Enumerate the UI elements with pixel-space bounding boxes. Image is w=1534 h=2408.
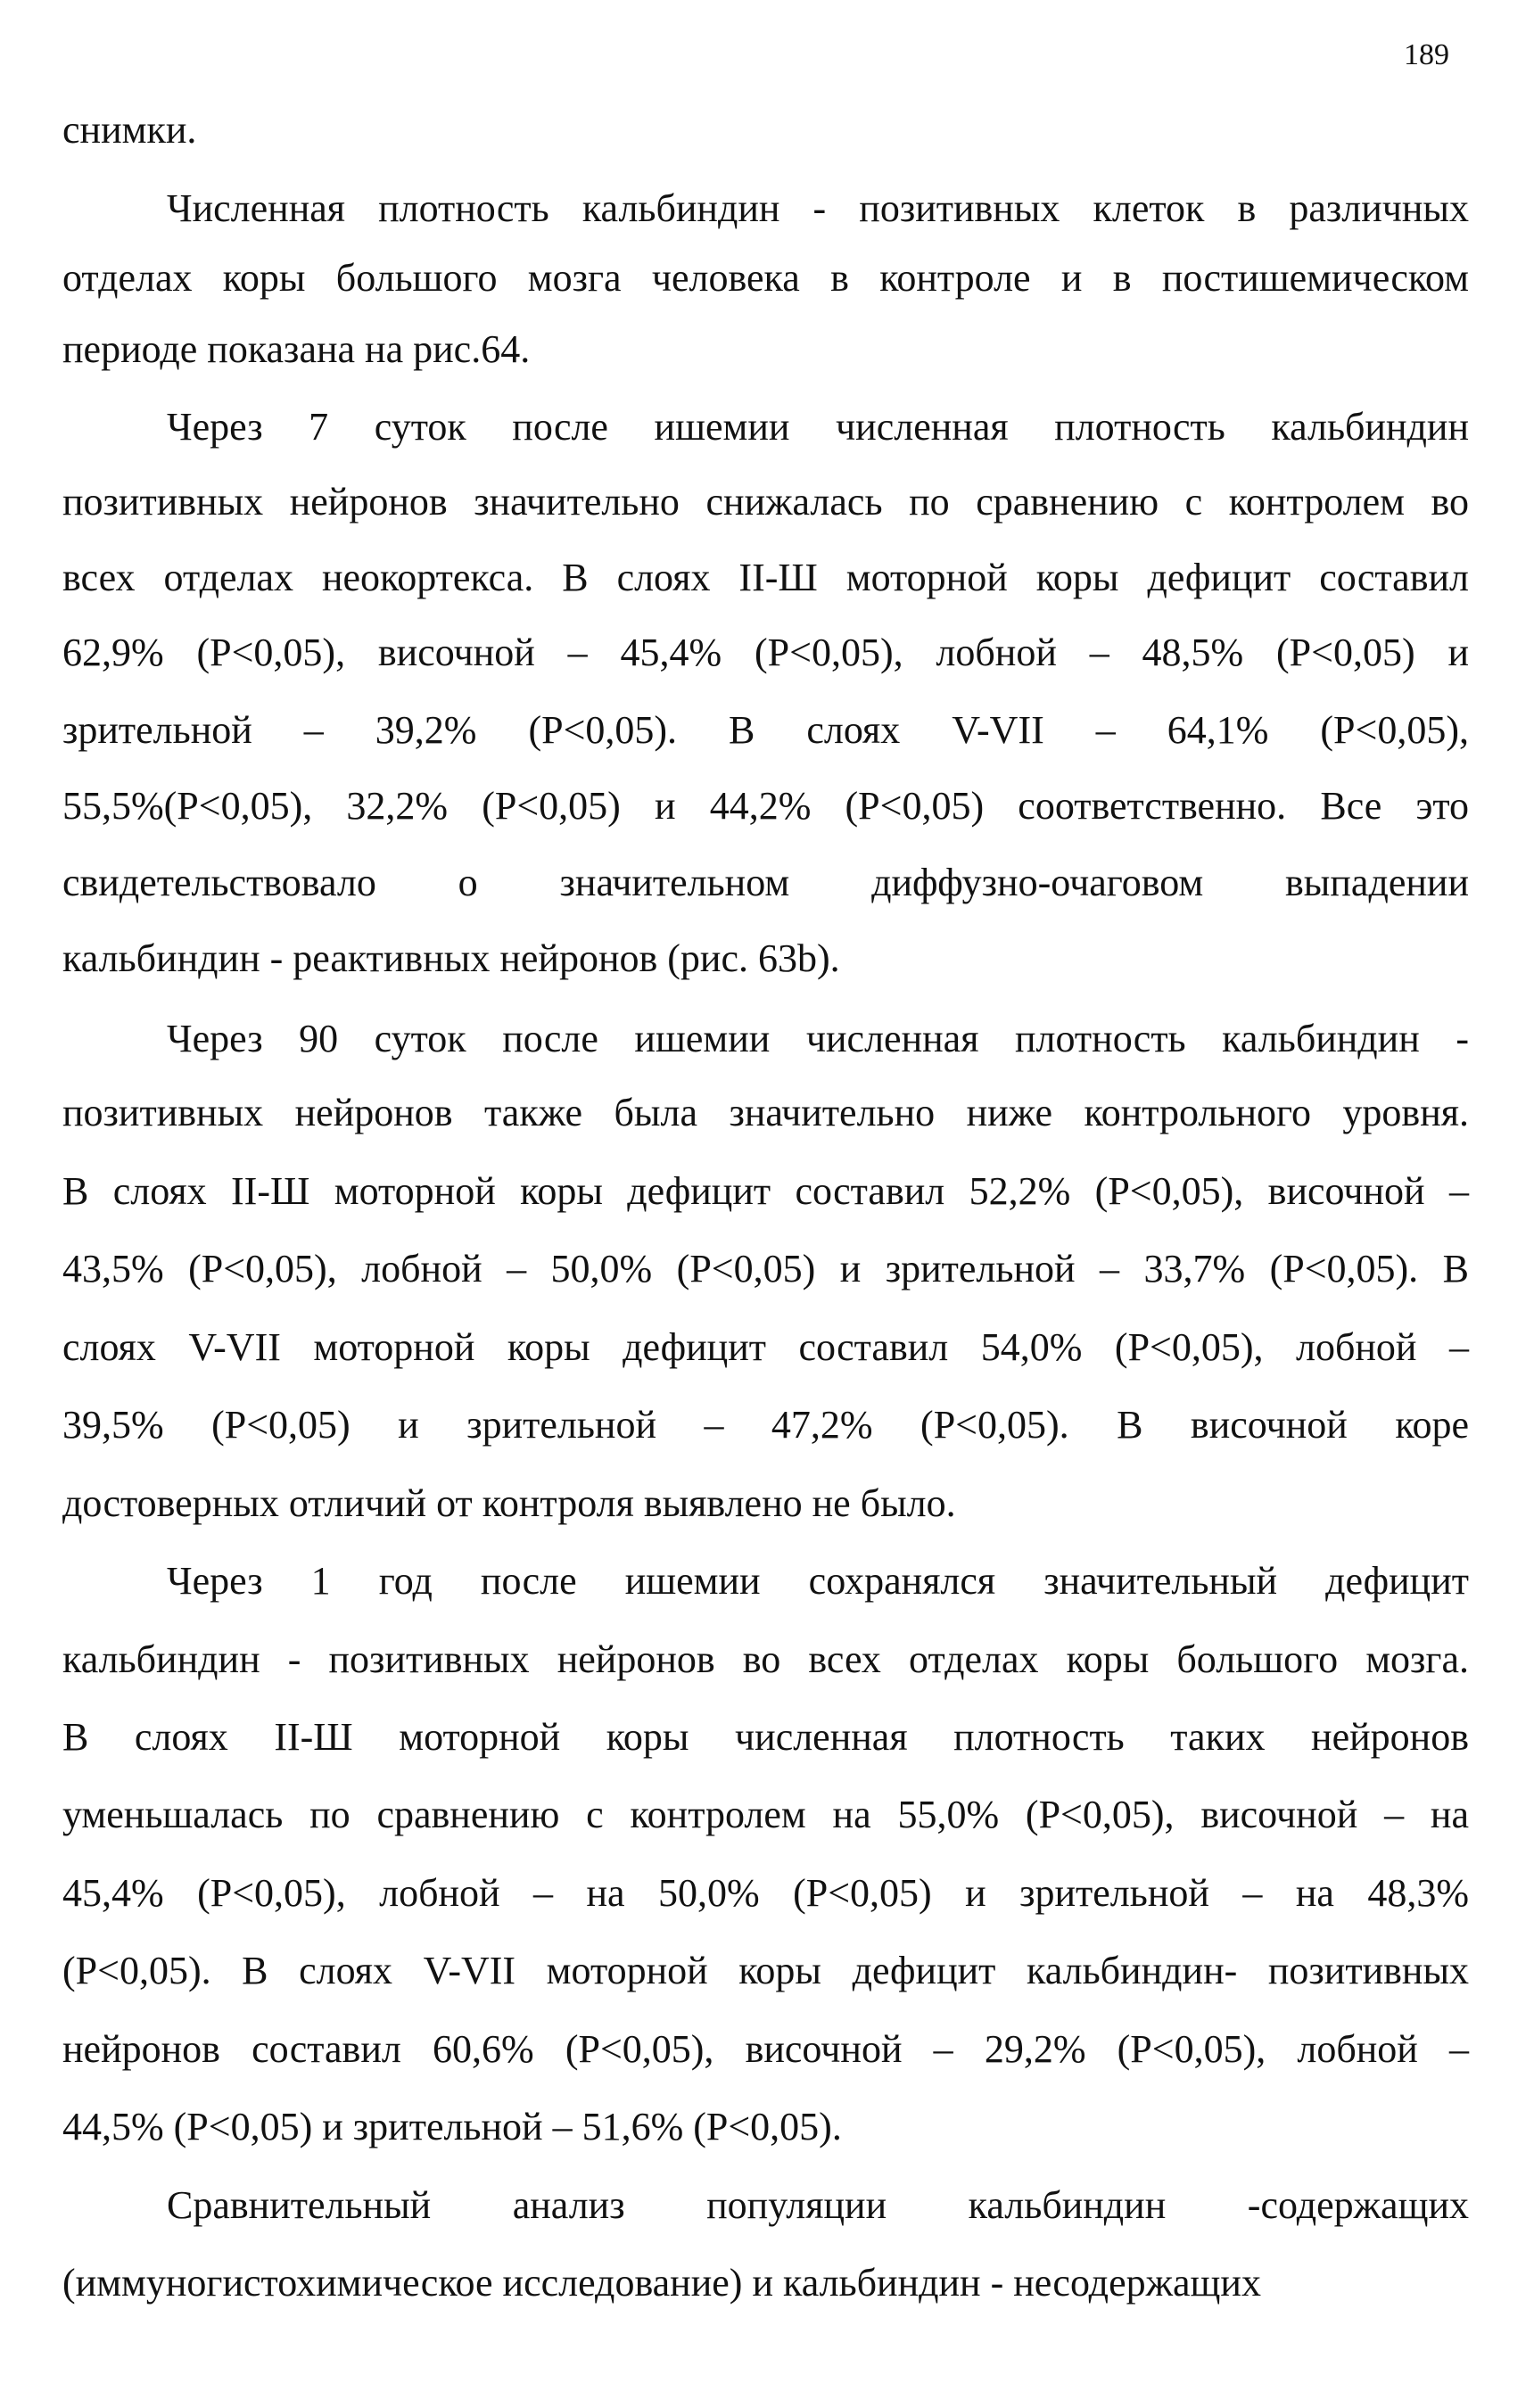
text-line: (иммуногистохимическое исследование) и кальбиндин - несодержащих <box>62 2261 1261 2305</box>
paragraph-first-line: Через 90 суток после ишемии численная плотность кальбиндин - <box>167 1017 1469 1060</box>
text-line: 39,5% (P<0,05) и зрительной – 47,2% (P<0,05). В височной коре <box>62 1403 1469 1447</box>
text-line: снимки. <box>62 108 197 152</box>
paragraph-first-line: Через 7 суток после ишемии численная плотность кальбиндин <box>167 405 1469 449</box>
text-line: 62,9% (P<0,05), височной – 45,4% (P<0,05), лобной – 48,5% (P<0,05) и <box>62 631 1469 674</box>
page-number: 189 <box>1404 38 1449 71</box>
text-line: уменьшалась по сравнению с контролем на 55,0% (P<0,05), височной – на <box>62 1793 1469 1836</box>
text-line: 55,5%(P<0,05), 32,2% (P<0,05) и 44,2% (P<0,05) соответственно. Все это <box>62 784 1469 828</box>
text-line: позитивных нейронов также была значительно ниже контрольного уровня. <box>62 1091 1469 1134</box>
text-line: кальбиндин - позитивных нейронов во всех отделах коры большого мозга. <box>62 1637 1469 1681</box>
text-line: В слоях II-Ш моторной коры численная плотность таких нейронов <box>62 1715 1469 1759</box>
text-line: зрительной – 39,2% (P<0,05). В слоях V-VII – 64,1% (P<0,05), <box>62 708 1469 752</box>
text-line: достоверных отличий от контроля выявлено не было. <box>62 1481 956 1525</box>
text-line: В слоях II-Ш моторной коры дефицит составил 52,2% (P<0,05), височной – <box>62 1169 1469 1213</box>
paragraph-first-line: Сравнительный анализ популяции кальбиндин -содержащих <box>167 2183 1469 2227</box>
text-line: свидетельствовало о значительном диффузно-очаговом выпадении <box>62 861 1469 904</box>
text-line: позитивных нейронов значительно снижалась по сравнению с контролем во <box>62 480 1469 524</box>
text-line: всех отделах неокортекса. В слоях II-Ш моторной коры дефицит составил <box>62 556 1469 599</box>
text-line: 44,5% (P<0,05) и зрительной – 51,6% (P<0,05). <box>62 2105 842 2148</box>
paragraph-first-line: Численная плотность кальбиндин - позитивных клеток в различных <box>167 186 1469 230</box>
text-line: периоде показана на рис.64. <box>62 327 531 371</box>
text-line: 45,4% (P<0,05), лобной – на 50,0% (P<0,05) и зрительной – на 48,3% <box>62 1871 1469 1915</box>
paragraph-first-line: Через 1 год после ишемии сохранялся значительный дефицит <box>167 1559 1469 1603</box>
text-line: 43,5% (P<0,05), лобной – 50,0% (P<0,05) и зрительной – 33,7% (P<0,05). В <box>62 1247 1469 1291</box>
text-line: (P<0,05). В слоях V-VII моторной коры дефицит кальбиндин- позитивных <box>62 1949 1469 1992</box>
text-line: отделах коры большого мозга человека в контроле и в постишемическом <box>62 256 1469 300</box>
text-line: слоях V-VII моторной коры дефицит составил 54,0% (P<0,05), лобной – <box>62 1325 1469 1369</box>
text-line: нейронов составил 60,6% (P<0,05), височной – 29,2% (P<0,05), лобной – <box>62 2027 1469 2071</box>
text-line: кальбиндин - реактивных нейронов (рис. 63b). <box>62 936 840 980</box>
